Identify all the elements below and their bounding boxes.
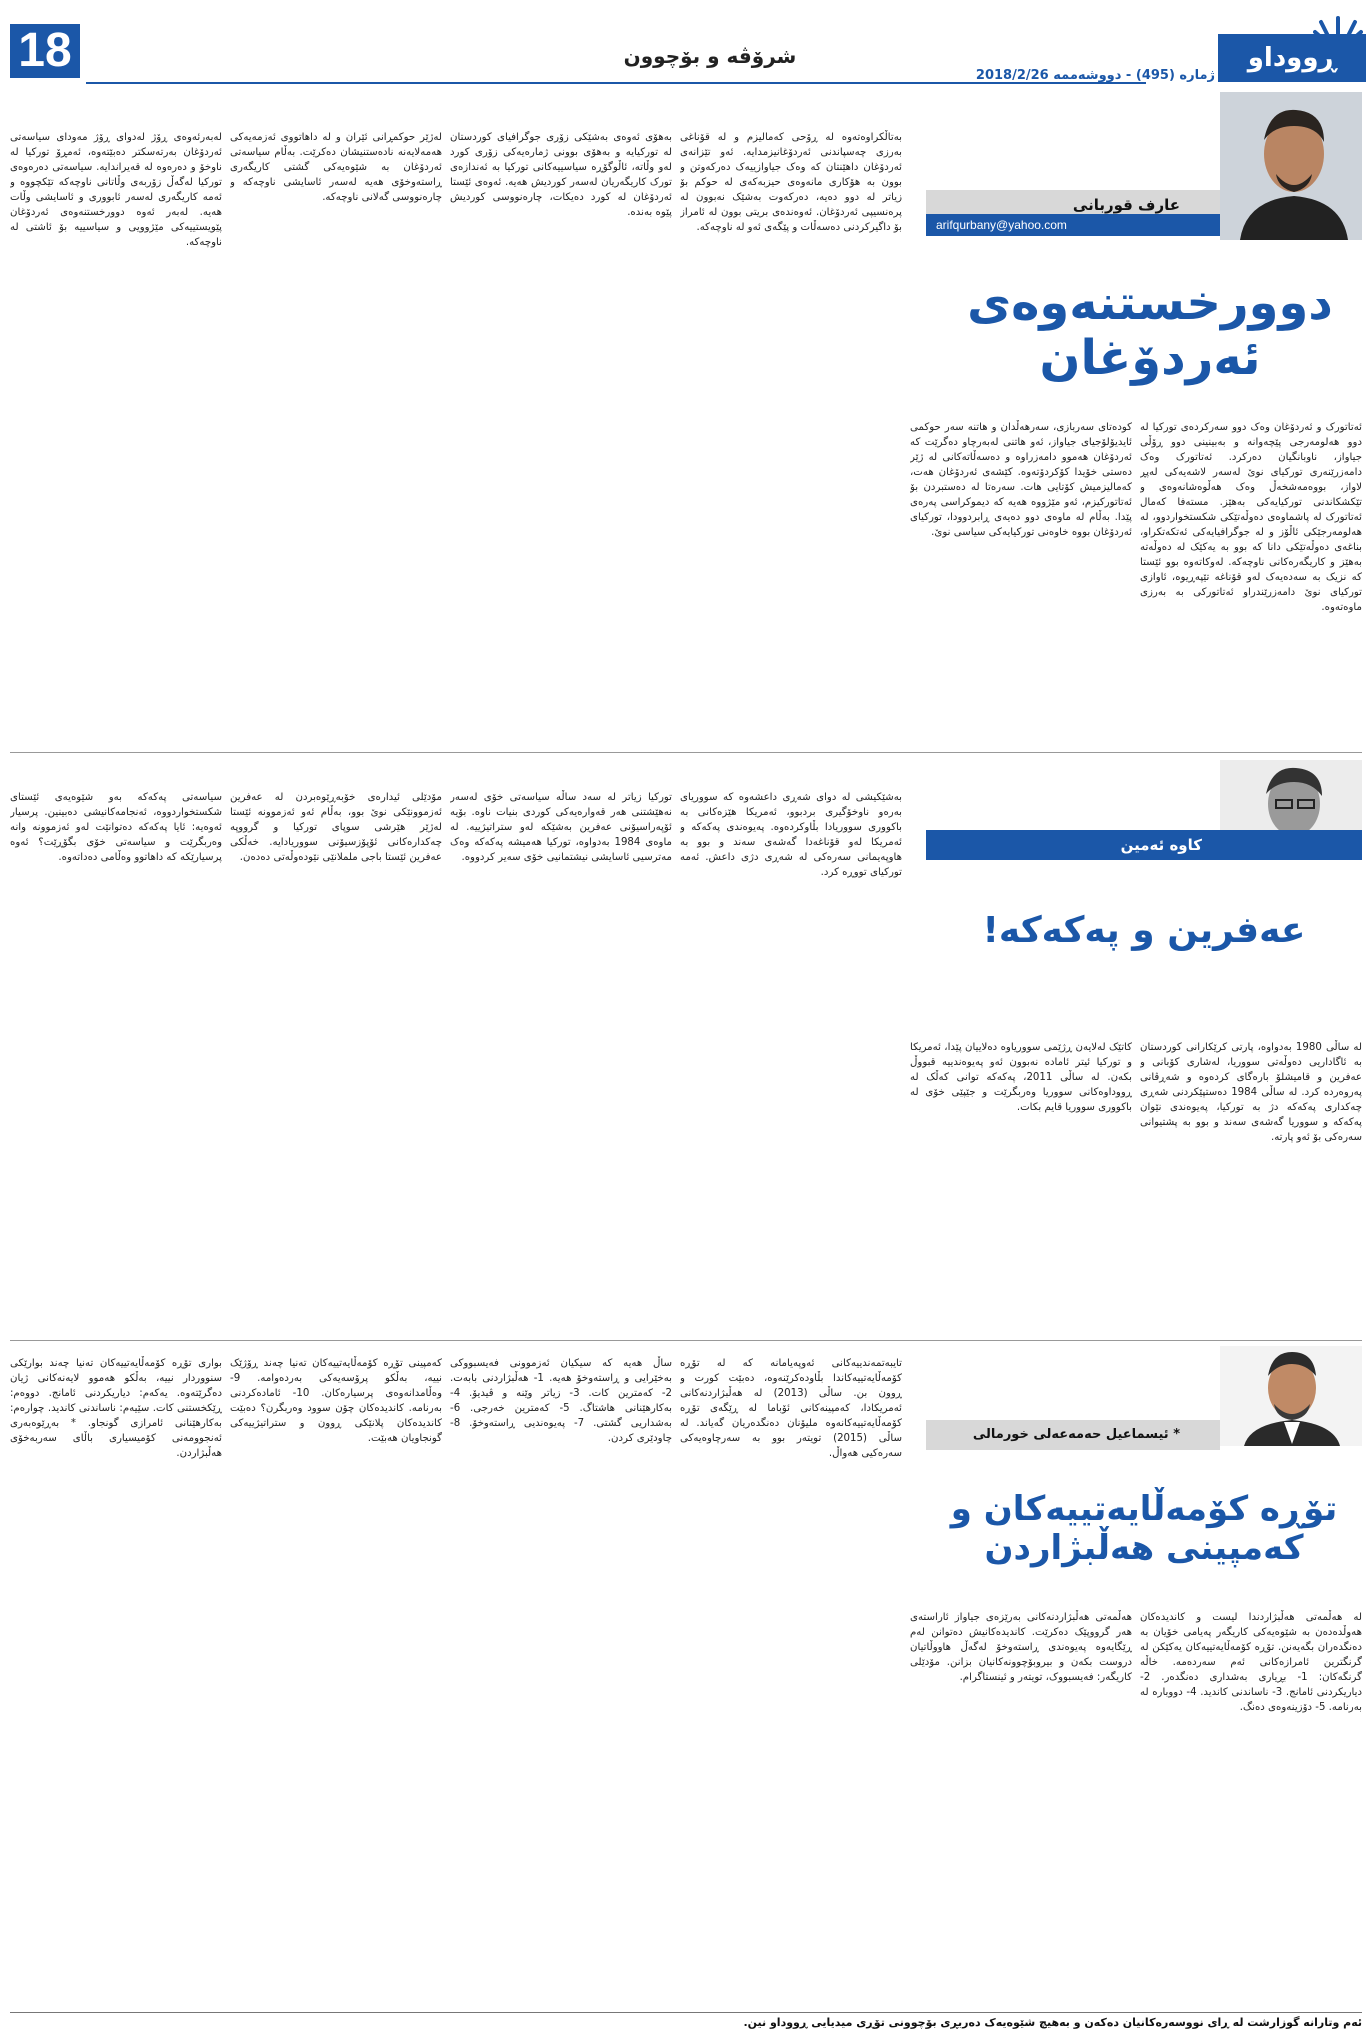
headline-line-2: ئەردۆغان xyxy=(1039,330,1261,387)
logo-wordmark: ڕووداو xyxy=(1218,34,1366,82)
headline-line-1: تۆڕە کۆمەڵایەتییەکان و xyxy=(950,1489,1338,1529)
article2-column-d: تورکیا زیاتر لە سەد ساڵە سیاسەتی خۆی لەسەر نەهێشتنی هەر قەوارەیەکی کوردی بنیات ناوە. بۆیە ئۆپەراسیۆنی عەفرین بەشێکە لەو ستراتیژییە. لە ماوەی 1984 بەدواوە، تورکیا هەمیشە پەکەکە وەک مەترسیی ئاسایشی نیشتمانیی خۆی سەیر کردووە. xyxy=(450,792,672,863)
article1-column-f: لەبەرئەوەی ڕۆژ لەدوای ڕۆژ مەودای سیاسەتی ئەردۆغان بەرتەسکتر دەبێتەوە، ئەمڕۆ تورکیا لە ناوخۆ و دەرەوە لە قەیراندایە. سیاسەتی دەرەوەی تورکیا لەگەڵ زۆربەی وڵاتانی ناوچەکە تێکچووە و ئەمە کاریگەری لەسەر ئابووری و ئاسایشی وڵات هەیە. لەبەر ئەوە دوورخستنەوەی ئەردۆغان پێویستییەکی مێژوویی و سیاسییە بۆ ئاشتی لە ناوچەکە. xyxy=(10,132,222,248)
article3-column-e: کەمپینی تۆڕە کۆمەڵایەتییەکان تەنیا چەند ڕۆژێک نییە، بەڵکو پرۆسەیەکی بەردەوامە. 9- وەڵامدانەوەی پرسیارەکان. 10- ئامادەکردنی بەرنامە. کاندیدەکان چۆن سوود وەربگرن؟ دەبێت کاندیدەکان پلانێکی ڕوون و ستراتیژییەکی گونجاویان هەبێت. xyxy=(230,1358,442,1444)
article-divider-2 xyxy=(10,1340,1362,1341)
article2-column-f: سیاسەتی پەکەکە بەو شێوەیەی ئێستای شکستخواردووە، ئەنجامەکانیشی دەبینین. پرسیار ئەوەیە: ئایا پەکەکە دەتوانێت لەو ئەزموونە وانە وەربگرێت و سیاسەتی خۆی بگۆڕێت؟ ئەوە پرسیارێکە کە داهاتوو وەڵامی دەداتەوە. xyxy=(10,792,222,863)
article3-column-a: لە هەڵمەتی هەڵبژاردندا لیست و کاندیدەکان هەوڵدەدەن بە شێوەیەکی کاریگەر پەیامی خۆیان بە دەنگدەران بگەیەنن. تۆڕە کۆمەڵایەتییەکان یەکێکن لە گرنگترین ئامرازەکانی ئەم سەردەمە. خاڵە گرنگەکان: 1- بڕیاری بەشداری دەنگدەر. 2- دیاریکردنی ئامانج. 3- ناساندنی کاندید. 4- دووبارە لە بەرنامە. 5- دۆزینەوەی دەنگ. xyxy=(1140,1612,1362,1713)
author-photo-ismail xyxy=(1220,1346,1362,1446)
page-number: 18 xyxy=(10,24,80,78)
section-title: شرۆڤە و بۆچوون xyxy=(623,44,797,68)
article3-headline xyxy=(926,1490,1362,1568)
author-name: عارف قوربانی xyxy=(1072,196,1180,214)
article2-column-e: مۆدێلی ئیدارەی خۆبەڕێوەبردن لە عەفرین ئەزموونێکی نوێ بوو، بەڵام ئەو ئەزموونە ئێستا لەژێر هێرشی سوپای تورکیا و گرووپە چەکدارەکانی ئۆپۆزسیۆنی سووریادایە. خەڵکی عەفرین ئێستا باجی ململانێی نێودەوڵەتی دەدەن. xyxy=(230,792,442,863)
article1-column-e: لەژێر حوکمڕانی ئێران و لە داهاتووی ئەزمەیەکی هەمەلایەنە نادەستنیشان دەکرێت. بەڵام سیاسەتی ئەردۆغان بە شێوەیەکی گشتی کاریگەری ڕاستەوخۆی هەیە لەسەر ئاسایشی ناوچەکە و چارەنووسی گەلانی ناوچەکە. xyxy=(230,132,442,203)
portrait-icon xyxy=(1220,1346,1362,1446)
page-header xyxy=(0,0,1372,88)
article2-column-c: بەشێکیشی لە دوای شەڕی داعشەوە کە سووریای بەرەو ناوخۆگیری بردبوو، ئەمریکا هێزەکانی بە باکووری سووریادا بڵاوکردەوە. پەیوەندی پەکەکە و ئەمریکا لەو قۆناغەدا گەشەی سەند و بوو بە هاوپەیمانی سەرەکی لە شەڕی دژی داعش. ئەمە تورکیای تووڕە کرد. xyxy=(680,792,902,878)
author-name-bar xyxy=(926,830,1362,860)
article3-column-d: ساڵ هەیە کە سیکیان ئەزموونی فەیسبووکی بەخێرایی و ڕاستەوخۆ هەیە. 1- هەڵبژاردنی بابەت. 2- کەمترین کات. 3- زیاتر وێنە و ڤیدیۆ. 4- بەکارهێنانی هاشتاگ. 5- کەمترین خەرجی. 6- بەشداریی گشتی. 7- پەیوەندیی ڕاستەوخۆ. 8- چاودێری کردن. xyxy=(450,1358,672,1444)
portrait-icon xyxy=(1220,92,1362,240)
headline-line-1: دوورخستنەوەی xyxy=(967,275,1333,331)
author-email[interactable]: arifqurbany@yahoo.com xyxy=(926,214,1220,236)
article-divider-1 xyxy=(10,752,1362,753)
article1-column-c: بەتاڵکراوەتەوە لە ڕۆحی کەمالیزم و لە قۆناغی بەرزی چەسپاندنی ئەردۆغانیزمدایە. ئەو تێزانەی ئەردۆغان داهێنتان کە وەک جیاوازییەک دەرکەوتن و بوون بە هۆکاری مانەوەی حیزبەکەی لە حوکم بۆ زیاتر لە دوو دەیە، دەرکەوت بەشێک نەبوون لە پرەنسیپی ئەردۆغان. ئەوەندەی بریتی بوون لە ئامراز بۆ داگیرکردنی دەسەڵات و پێگەی ئەو لە ناوچەکە. xyxy=(680,132,902,233)
author-name-bar xyxy=(926,1420,1220,1450)
article2-column-b: کاتێک لەلایەن ڕژێمی سووریاوە دەلاییان پێدا، ئەمریکا و تورکیا ئیتر ئامادە نەبوون ئەو پەیوەندییە قبووڵ بکەن. لە ساڵی 2011، پەکەکە توانی کەڵک لە ڕووداوەکانی سووریا وەربگرێت و جێپێی خۆی لە باکووری سووریا قایم بکات. xyxy=(910,1042,1132,1113)
article1-column-b: کودەتای سەربازی، سەرهەڵدان و هاتنە سەر حوکمی ئایدیۆلۆجیای جیاواز، ئەو هاتنی لەبەرچاو دەگرێت کە ئەردۆغان هەموو دامەزراوە و دەسەڵاتەکانی لە ژێر دەستی خۆیدا کۆکردۆتەوە. کێشەی ئەردۆغان هەت، کەمالیزمیش کۆتایی هات. سەرەتا لە دەستبردن بۆ ئەتاتورکیزم، ئەو مێژووە هەیە کە دیموکراسی پەرەی پێدا. بەڵام لە ماوەی دوو دەیەی ڕابردوودا، تورکیای ئەردۆغان بووە خاوەنی تورکیایەکی سیاسی نوێ. xyxy=(910,422,1132,538)
headline-line-2: کەمپینی هەڵبژاردن xyxy=(984,1528,1304,1569)
author-photo-arif xyxy=(1220,92,1362,240)
article3-column-f: بواری تۆڕە کۆمەڵایەتییەکان تەنیا چەند بوارێکی سنووردار نییە، بەڵکو هەموو لایەنەکانی ژیان دەگرێتەوە. یەکەم: دیاریکردنی ئامانج. دووەم: ڕێکخستنی کات. سێیەم: ناساندنی کاندید. چوارەم: بەکارهێنانی ئامرازی گونجاو. * بەڕێوەبەری ئەنجوومەنی کۆمیسیاری باڵای سەربەخۆی هەڵبژاردن. xyxy=(10,1358,222,1459)
author-name: کاوە ئەمین xyxy=(1120,836,1202,854)
article2-headline: عەفرین و پەکەکە! xyxy=(982,910,1306,951)
issue-date-line: ژمارە (495) - دووشەممە 2018/2/26 xyxy=(975,68,1215,83)
article1-headline xyxy=(940,276,1360,386)
author-name: * ئیسماعیل حەمەعەلی خورمالی xyxy=(972,1427,1180,1442)
rudaw-logo[interactable] xyxy=(1218,14,1366,86)
page-footer-disclaimer: ئەم وتارانە گوزارشت لە ڕای نووسەرەکانیان دەکەن و بەهیچ شێوەیەک دەربڕی بۆچوونی تۆڕی میدیایی ڕووداو نین. xyxy=(10,2012,1362,2032)
article2-column-a: لە ساڵی 1980 بەدواوە، پارتی کرێکارانی کوردستان بە ئاگاداریی دەوڵەتی سووریا، لەشاری کۆبانی و عەفرین و قامیشلۆ بارەگای کردەوە و شەڕڤانی پەروەردە کرد. لە ساڵی 1984 دەستپێکردنی شەڕی چەکداری پەکەکە دژ بە تورکیا، پەیوەندی نێوان پەکەکە و سووریا گەشەی سەند و بوو بە پشتیوانی سەرەکی بۆ ئەو پارتە. xyxy=(1140,1042,1362,1143)
article1-column-a: ئەتاتورک و ئەردۆغان وەک دوو سەرکردەی تورکیا لە دوو هەلومەرجی پێچەوانە و بەبینینی دوو ڕۆڵی جیاواز، ناوبانگیان دەرکرد. ئەتاتورک وەک دامەزرێنەری تورکیای نوێ لەسەر لاشەیەکی لەپڕ لاواز، بووەمەشخەڵ وەک هەڵوەشانەوەی و تێکشکاندنی تورکیایەکی بەهێز. مستەفا کەمال ئەتاتورک لە پاشماوەی دەوڵەتێکی شکستخواردوو، لە هەلومەرجێکی ئاڵۆز و لە جوگرافیایەکی ئەتکەتکراو، بناغەی دەوڵەتێکی دانا کە بوو بە یەکێک لە دەوڵەتە بەهێز و کاریگەرەکانی ناوچەکە. لەوکاتەوە بوو ئێستا کە نزیک بە سەدەیەک لەو قۆناغە تێپەڕیوە، ئاوازی تورکیای نوێ دامەزرێندراو ئەتاتورکی بە بەرزی ماوەتەوە. xyxy=(1140,422,1362,613)
article3-column-b: هەڵمەتی هەڵبژاردنەکانی بەرێزەی جیاواز ئاراستەی هەر گرووپێک دەکرێت. کاندیدەکانیش دەتوانن لەم ڕێگایەوە پەیوەندی ڕاستەوخۆ لەگەڵ هاووڵاتیان دروست بکەن و بیروبۆچوونەکانیان بزانن. مۆدێلی کاریگەر: فەیسبووک، تویتەر و ئینستاگرام. xyxy=(910,1612,1132,1683)
article1-column-d: بەهۆی ئەوەی بەشێکی زۆری جوگرافیای کوردستان لە تورکیایە و بەهۆی بوونی ژمارەیەکی زۆری کورد لەو وڵاتە، ئاڵوگۆڕە سیاسییەکانی تورکیا بە ئەندازەی تورک کاریگەریان لەسەر کوردیش هەیە. ئەوەی ئێستا ئەردۆغان لە کورد دەیکات، چارەنووسی کوردیش پێوە بەندە. xyxy=(450,132,672,218)
article3-column-c: تایبەتمەندییەکانی ئەوپەیامانە کە لە تۆڕە کۆمەڵایەتییەکاندا بڵاودەکرێنەوە، دەبێت کورت و ڕوون بن. ساڵی (2013) لە هەڵبژاردنەکانی ئەمریکادا، کەمپینەکانی ئۆباما لە ڕێگەی تۆڕە کۆمەڵایەتییەکانەوە ملیۆنان دەنگدەریان گەیاند. لە ساڵی (2015) تویتەر بوو بە سەرچاوەیەکی سەرەکیی هەواڵ. xyxy=(680,1358,902,1459)
